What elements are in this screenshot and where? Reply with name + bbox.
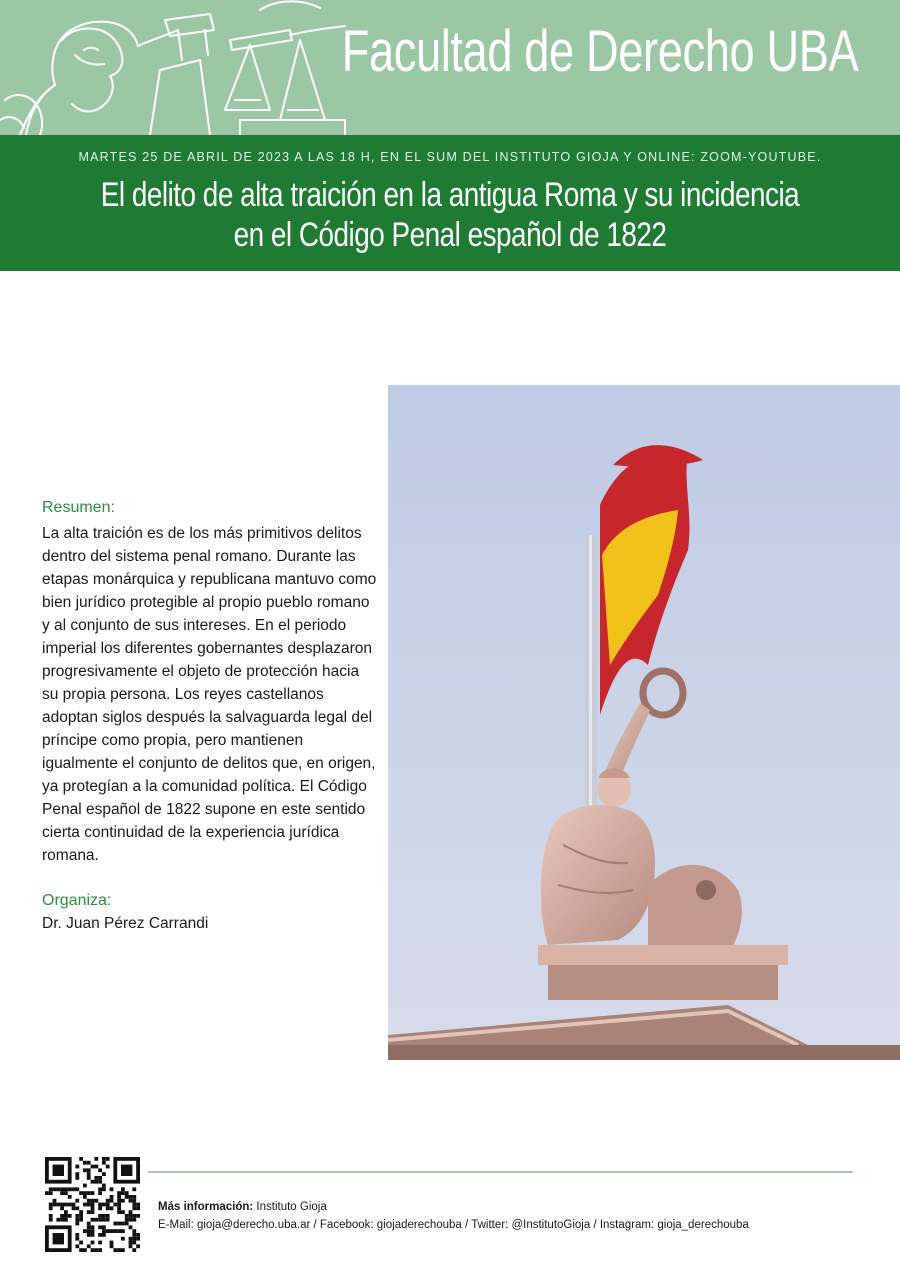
organizer-name: Dr. Juan Pérez Carrandi: [42, 915, 209, 932]
resumen-text: La alta traición es de los más primitivos delitos dentro del sistema penal romano. Durante las etapas monárquica y republicana mantuvo como bien jurídico protegible al propio pueblo romano y al conjunto de sus intereses. En el periodo imperial los diferentes gobernantes desplazaron progresivamente el objeto de protección hacia su propia persona. Los reyes castellanos adoptan siglos después la salvaguarda legal del príncipe como propia, pero mantienen igualmente el conjunto de delitos que, en origen, ya protegían a la comunidad política. El Código Penal español de 1822 supone en este sentido cierta continuidad de la experiencia jurídica romana.: [42, 525, 377, 864]
justice-figure-icon: [0, 0, 360, 135]
faculty-title: Facultad de Derecho UBA: [341, 19, 858, 84]
event-title-line-2: en el Código Penal español de 1822: [233, 216, 667, 254]
event-title: [81, 175, 819, 255]
contact-line[interactable]: E-Mail: gioja@derecho.uba.ar / Facebook: giojaderechouba / Twitter: @InstitutoGioja / Instagram: gioja_derechouba: [158, 1219, 749, 1231]
footer-divider: [148, 1171, 853, 1173]
more-info-value: Instituto Gioja: [256, 1201, 327, 1213]
organiza-label: Organiza:: [42, 892, 112, 909]
resumen-label: Resumen:: [42, 499, 115, 516]
event-band: [0, 135, 900, 271]
qr-code-icon[interactable]: [45, 1157, 140, 1252]
event-title-line-1: El delito de alta traición en la antigua Roma y su incidencia: [100, 176, 800, 214]
more-info-line: [158, 1198, 749, 1216]
event-date-line: MARTES 25 DE ABRIL DE 2023 A LAS 18 H, EN EL SUM DEL INSTITUTO GIOJA Y ONLINE: ZOOM-YOUTUBE.: [78, 150, 822, 164]
footer-info: [158, 1198, 749, 1234]
spanish-flag-statue-icon: [388, 385, 900, 1060]
header-banner: [0, 0, 900, 135]
event-photo: [388, 385, 900, 1060]
more-info-label: Más información:: [158, 1201, 254, 1213]
